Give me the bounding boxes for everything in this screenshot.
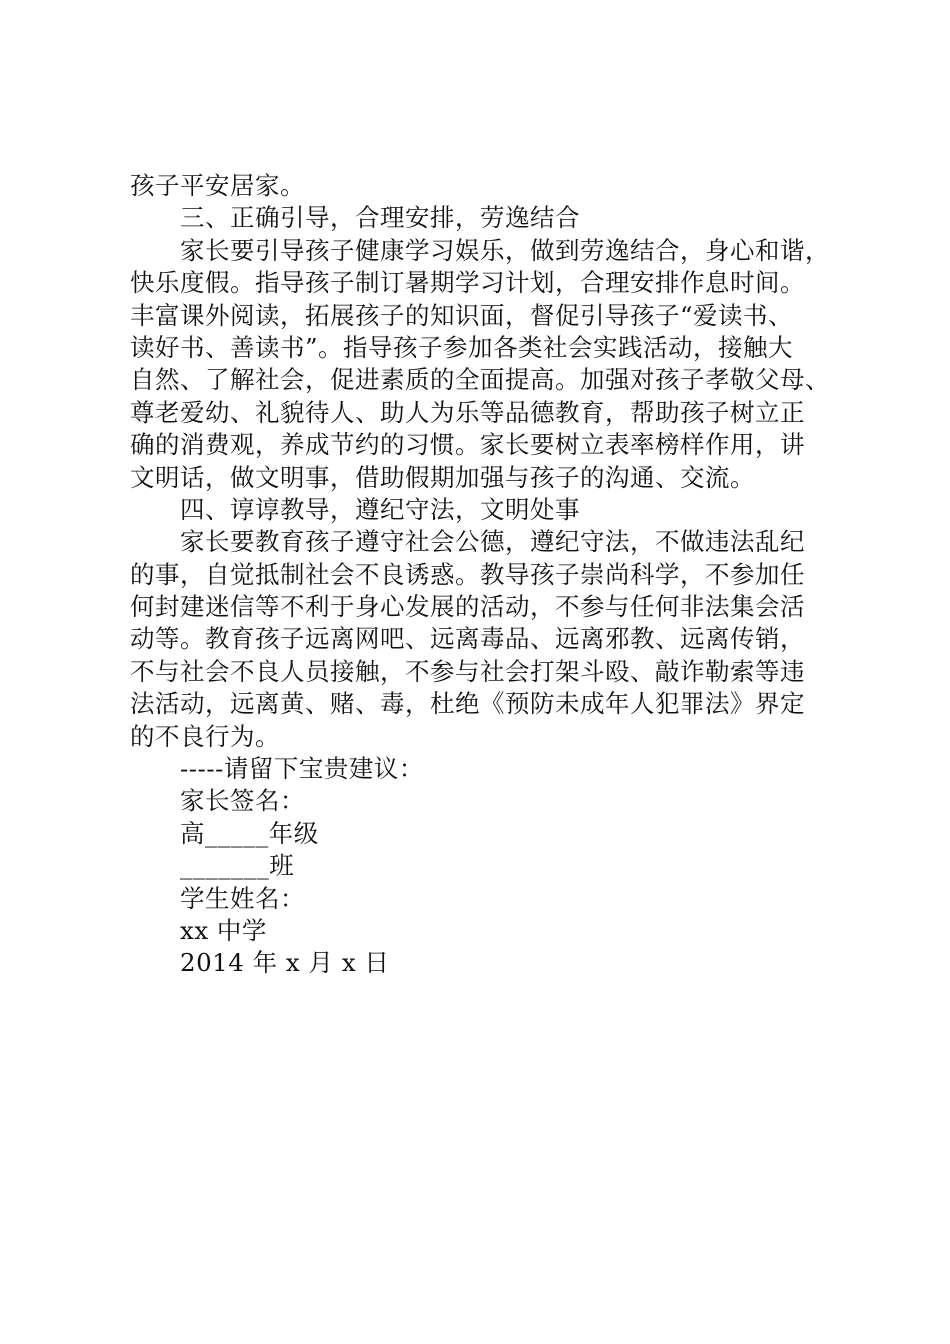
paragraph-line: 确的消费观，养成节约的习惯。家长要树立表率榜样作用，讲 [130, 430, 805, 460]
paragraph-line: 家长要引导孩子健康学习娱乐，做到劳逸结合，身心和谐， [180, 235, 830, 265]
paragraph-line: 文明话，做文明事，借助假期加强与孩子的沟通、交流。 [130, 462, 755, 492]
paragraph-line: 不与社会不良人员接触，不参与社会打架斗殴、敲诈勒索等违 [130, 656, 805, 686]
parent-signature-label: 家长签名： [180, 786, 305, 816]
paragraph-line: 自然、了解社会，促进素质的全面提高。加强对孩子孝敬父母、 [130, 365, 830, 395]
paragraph-line: 的不良行为。 [130, 721, 280, 751]
document-date: 2014 年 x 月 x 日 [180, 948, 390, 978]
paragraph-line: 丰富课外阅读，拓展孩子的知识面，督促引导孩子“爱读书、 [130, 300, 794, 330]
grade-field: 高_____年级 [180, 818, 319, 848]
student-name-label: 学生姓名： [180, 883, 305, 913]
paragraph-line: 读好书、善读书”。指导孩子参加各类社会实践活动，接触大 [130, 332, 794, 362]
school-name: xx 中学 [180, 915, 267, 945]
paragraph-line: 动等。教育孩子远离网吧、远离毒品、远离邪教、远离传销， [130, 624, 805, 654]
document-body [130, 170, 840, 980]
section-heading-3: 三、正确引导，合理安排，劳逸结合 [180, 203, 580, 233]
paragraph-line: 快乐度假。指导孩子制订暑期学习计划，合理安排作息时间。 [130, 268, 805, 298]
paragraph-line: 孩子平安居家。 [130, 171, 305, 200]
suggestion-prompt: -----请留下宝贵建议： [180, 754, 424, 784]
paragraph-line: 何封建迷信等不利于身心发展的活动，不参与任何非法集会活 [130, 592, 805, 622]
paragraph-line: 法活动，远离黄、赌、毒，杜绝《预防未成年人犯罪法》界定 [130, 689, 805, 719]
section-heading-4: 四、谆谆教导，遵纪守法，文明处事 [180, 494, 580, 524]
paragraph-line: 家长要教育孩子遵守社会公德，遵纪守法，不做违法乱纪 [180, 527, 805, 557]
paragraph-line: 的事，自觉抵制社会不良诱惑。教导孩子崇尚科学，不参加任 [130, 559, 805, 589]
class-field: _______班 [180, 851, 295, 881]
paragraph-line: 尊老爱幼、礼貌待人、助人为乐等品德教育，帮助孩子树立正 [130, 397, 805, 427]
